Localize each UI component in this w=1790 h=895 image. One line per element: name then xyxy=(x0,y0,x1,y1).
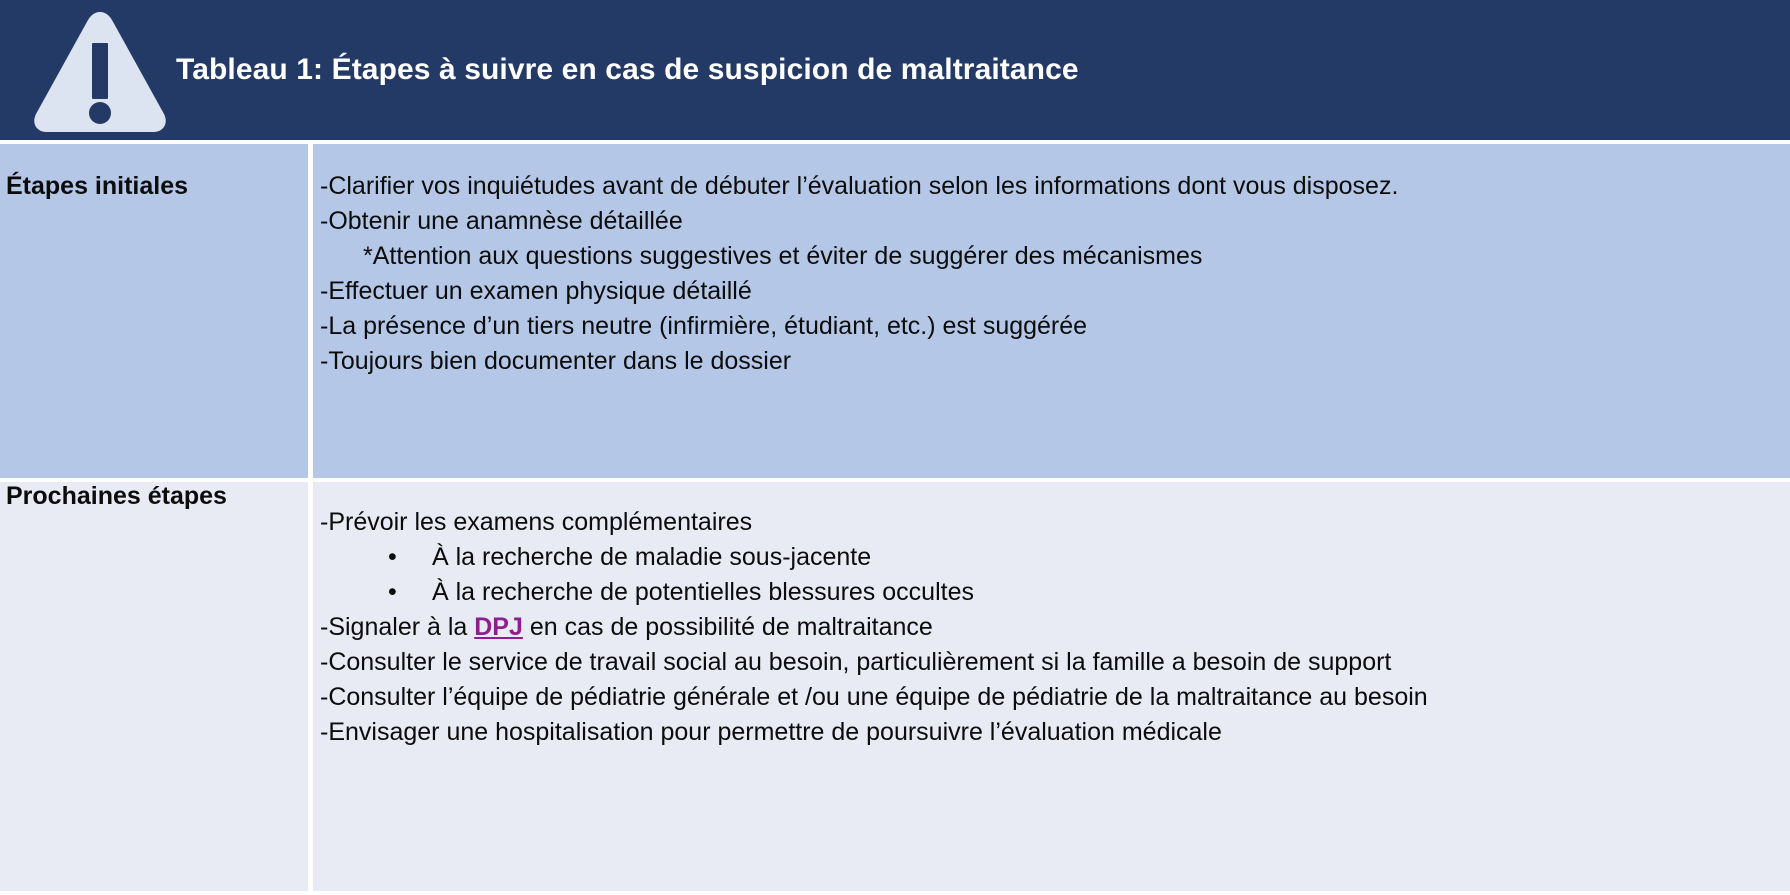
list-item: -Consulter le service de travail social au besoin, particulièrement si la famille a besoin de support xyxy=(320,648,1392,676)
list-item-bullet xyxy=(320,540,1790,575)
table-row xyxy=(0,144,1790,478)
list-item-bullet-label: À la recherche de maladie sous-jacente xyxy=(432,543,872,571)
bullet-icon: • xyxy=(388,578,397,606)
list-item-bullet xyxy=(320,575,1790,610)
list-item-note: *Attention aux questions suggestives et éviter de suggérer des mécanismes xyxy=(363,242,1203,270)
list-item-with-link xyxy=(320,610,1790,645)
list-item-text-after: en cas de possibilité de maltraitance xyxy=(522,613,933,641)
table-row xyxy=(0,482,1790,891)
row-label-next-steps: Prochaines étapes xyxy=(6,482,227,510)
list-item: -Envisager une hospitalisation pour permettre de poursuivre l’évaluation médicale xyxy=(320,718,1222,746)
list-item: -Clarifier vos inquiétudes avant de débuter l’évaluation selon les informations dont vous disposez. xyxy=(320,172,1399,200)
warning-triangle-icon xyxy=(30,6,170,134)
bullet-icon: • xyxy=(388,543,397,571)
table-header-band xyxy=(0,0,1790,140)
list-item-text-before: -Signaler à la xyxy=(320,613,475,641)
row-label-cell-next-steps xyxy=(0,482,308,891)
list-item-bullet-label: À la recherche de potentielles blessures occultes xyxy=(432,578,974,606)
dpj-link[interactable]: DPJ xyxy=(474,613,523,641)
bottom-edge-border xyxy=(0,891,1790,895)
list-item: -Consulter l’équipe de pédiatrie générale et /ou une équipe de pédiatrie de la maltraitance au besoin xyxy=(320,683,1428,711)
row-content-cell-next-steps xyxy=(308,482,1790,891)
row-label-cell-initial-steps xyxy=(0,144,308,478)
list-item: -Toujours bien documenter dans le dossier xyxy=(320,347,792,375)
list-item: -Effectuer un examen physique détaillé xyxy=(320,277,752,305)
list-item: -Prévoir les examens complémentaires xyxy=(320,508,753,536)
content-top-spacer xyxy=(320,482,1790,505)
row-content-cell-initial-steps xyxy=(308,144,1790,478)
list-item: -Obtenir une anamnèse détaillée xyxy=(320,207,683,235)
page-title: Tableau 1: Étapes à suivre en cas de suspicion de maltraitance xyxy=(176,53,1079,86)
row-label-initial-steps: Étapes initiales xyxy=(6,172,189,200)
list-item: -La présence d’un tiers neutre (infirmière, étudiant, etc.) est suggérée xyxy=(320,312,1088,340)
